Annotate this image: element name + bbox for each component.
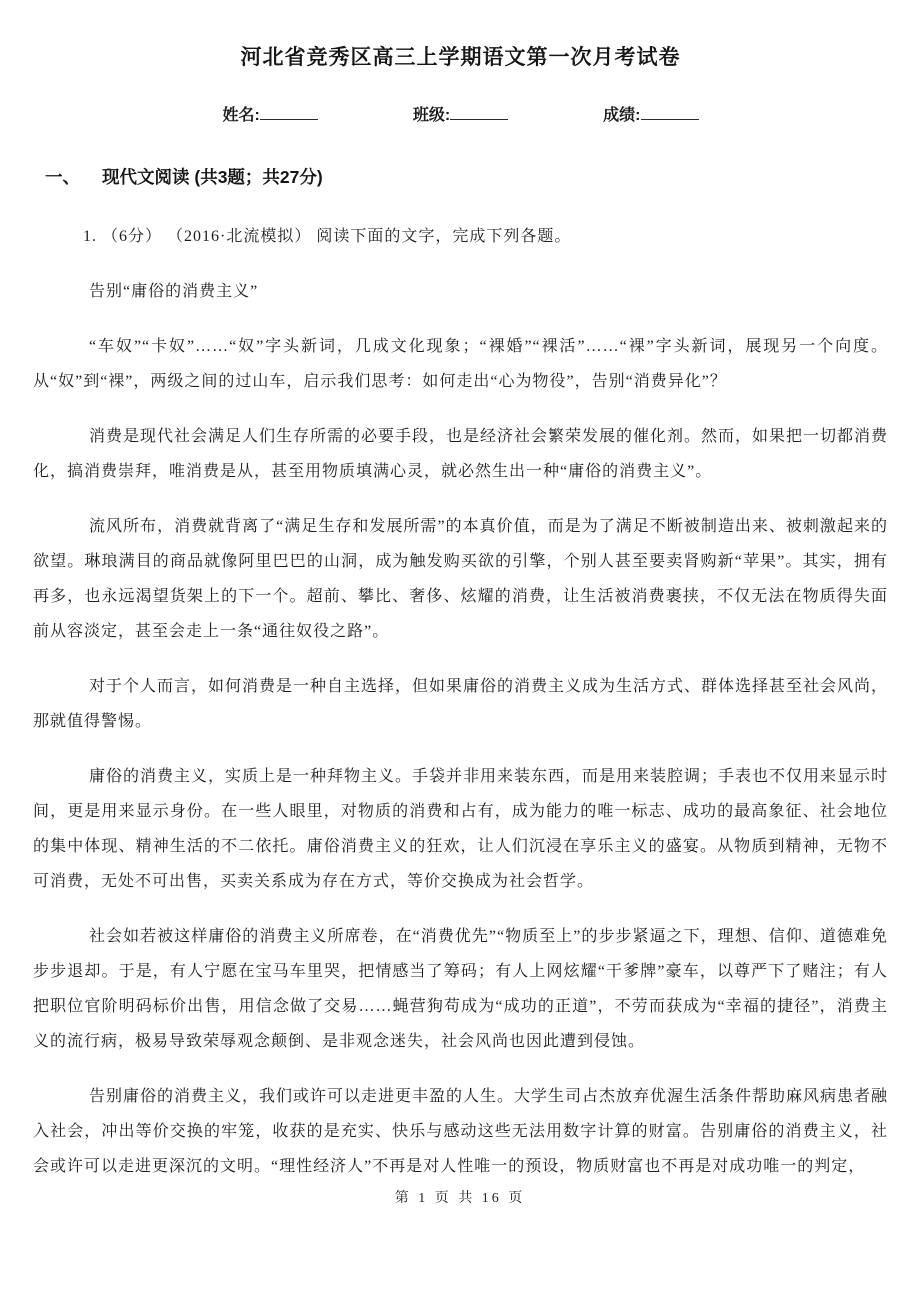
page-footer (0, 1187, 920, 1207)
section-heading (33, 165, 888, 189)
class-field (413, 104, 508, 127)
essay-title-line: 告别“庸俗的消费主义” (89, 283, 259, 300)
section-title: 现代文阅读 (共3题；共27分) (102, 167, 323, 187)
score-label: 成绩: (603, 107, 641, 124)
name-blank-line (260, 104, 318, 120)
name-label: 姓名: (222, 107, 260, 124)
student-info-row (33, 104, 888, 127)
essay-paragraph-3: 流风所布，消费就背离了“满足生存和发展所需”的本真价值，而是为了满足不断被制造出来、被刺激起来的欲望。琳琅满目的商品就像阿里巴巴的山洞，成为触发购买欲的引擎，个别人甚至要卖肾购新“苹果”。其实，拥有再多，也永远渴望货架上的下一个。超前、攀比、奢侈、炫耀的消费，让生活被消费裹挟，不仅无法在物质得失面前从容淡定，甚至会走上一条“通往奴役之路”。 (33, 518, 888, 640)
name-field (222, 104, 317, 127)
score-field (603, 104, 698, 127)
section-number: 一、 (45, 167, 80, 187)
page-number-text: 第 1 页 共 16 页 (394, 1191, 526, 1206)
essay-paragraph-1: “车奴”“卡奴”……“奴”字头新词，几成文化现象；“裸婚”“裸活”……“裸”字头新词，展现另一个向度。从“奴”到“裸”，两级之间的过山车，启示我们思考：如何走出“心为物役”，告别“消费异化”？ (33, 338, 888, 390)
question-1-stem: 1. （6分） （2016·北流模拟） 阅读下面的文字，完成下列各题。 (83, 228, 572, 245)
essay-paragraph-7: 告别庸俗的消费主义，我们或许可以走进更丰盈的人生。大学生司占杰放弃优渥生活条件帮助麻风病患者融入社会，冲出等价交换的牢笼，收获的是充实、快乐与感动这些无法用数字计算的财富。告别庸俗的消费主义，社会或许可以走进更深沉的文明。“理性经济人”不再是对人性唯一的预设，物质财富也不再是对成功唯一的判定， (33, 1088, 889, 1175)
essay-paragraph-5: 庸俗的消费主义，实质上是一种拜物主义。手袋并非用来装东西，而是用来装腔调；手表也不仅用来显示时间，更是用来显示身份。在一些人眼里，对物质的消费和占有，成为能力的唯一标志、成功的最高象征、社会地位的集中体现、精神生活的不二依托。庸俗消费主义的狂欢，让人们沉浸在享乐主义的盛宴。从物质到精神，无物不可消费，无处不可出售，买卖关系成为存在方式，等价交换成为社会哲学。 (33, 768, 889, 890)
essay-paragraph-4: 对于个人而言，如何消费是一种自主选择，但如果庸俗的消费主义成为生活方式、群体选择甚至社会风尚，那就值得警惕。 (33, 678, 889, 730)
class-blank-line (450, 104, 508, 120)
score-blank-line (641, 104, 699, 120)
essay-paragraph-2: 消费是现代社会满足人们生存所需的必要手段，也是经济社会繁荣发展的催化剂。然而，如果把一切都消费化，搞消费崇拜，唯消费是从，甚至用物质填满心灵，就必然生出一种“庸俗的消费主义”。 (33, 428, 889, 480)
class-label: 班级: (412, 107, 451, 124)
essay-paragraph-6: 社会如若被这样庸俗的消费主义所席卷，在“消费优先”“物质至上”的步步紧逼之下，理想、信仰、道德难免步步退却。于是，有人宁愿在宝马车里哭，把情感当了筹码；有人上网炫耀“干爹牌”豪车，以尊严下了赌注；有人把职位官阶明码标价出售，用信念做了交易……蝇营狗苟成为“成功的正道”，不劳而获成为“幸福的捷径”，消费主义的流行病，极易导致荣辱观念颠倒、是非观念迷失，社会风尚也因此遭到侵蚀。 (33, 928, 888, 1050)
page-title: 河北省竞秀区高三上学期语文第一次月考试卷 (240, 46, 681, 69)
